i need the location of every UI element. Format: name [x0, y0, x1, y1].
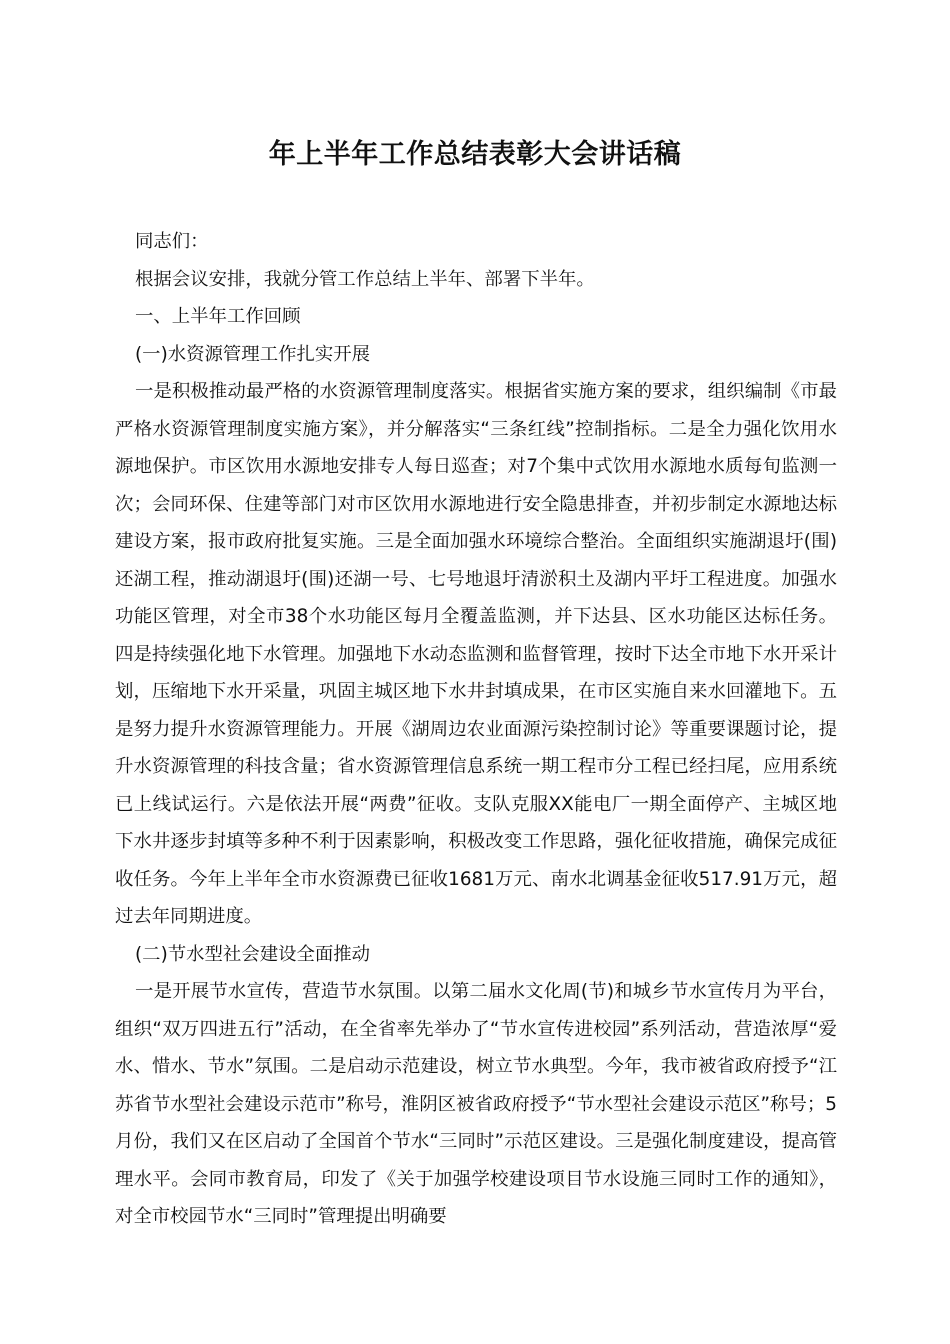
body-paragraph: 一是开展节水宣传，营造节水氛围。以第二届水文化周(节)和城乡节水宣传月为平台，组织“双万四进五行”活动，在全省率先举办了“节水宣传进校园”系列活动，营造浓厚“爱水、惜水、节水”氛围。二是启动示范建设，树立节水典型。今年，我市被省政府授予“江苏省节水型社会建设示范市”称号，淮阴区被省政府授予“节水型社会建设示范区”称号；5月份，我们又在区启动了全国首个节水“三同时”示范区建设。三是强化制度建设，提高管理水平。会同市教育局，印发了《关于加强学校建设项目节水设施三同时工作的通知》，对全市校园节水“三同时”管理提出明确要 [115, 981, 837, 1227]
subsection-heading: (一)水资源管理工作扎实开展 [135, 343, 371, 365]
section-heading: 一、上半年工作回顾 [135, 306, 301, 327]
subsection-heading: (二)节水型社会建设全面推动 [135, 943, 371, 965]
document-title: 年上半年工作总结表彰大会讲话稿 [268, 139, 682, 170]
salutation: 同志们： [135, 231, 209, 252]
intro-paragraph: 根据会议安排，我就分管工作总结上半年、部署下半年。 [135, 268, 595, 290]
document-body [115, 223, 837, 1236]
body-paragraph: 一是积极推动最严格的水资源管理制度落实。根据省实施方案的要求，组织编制《市最严格水资源管理制度实施方案》，并分解落实“三条红线”控制指标。二是全力强化饮用水源地保护。市区饮用水源地安排专人每日巡查；对7个集中式饮用水源地水质每旬监测一次；会同环保、住建等部门对市区饮用水源地进行安全隐患排查，并初步制定水源地达标建设方案，报市政府批复实施。三是全面加强水环境综合整治。全面组织实施湖退圩(围)还湖工程，推动湖退圩(围)还湖一号、七号地退圩清淤积土及湖内平圩工程进度。加强水功能区管理，对全市38个水功能区每月全覆盖监测，并下达县、区水功能区达标任务。四是持续强化地下水管理。加强地下水动态监测和监督管理，按时下达全市地下水开采计划，压缩地下水开采量，巩固主城区地下水井封填成果，在市区实施自来水回灌地下。五是努力提升水资源管理能力。开展《湖周边农业面源污染控制讨论》等重要课题讨论，提升水资源管理的科技含量；省水资源管理信息系统一期工程市分工程已经扫尾，应用系统已上线试运行。六是依法开展“两费”征收。支队克服XX能电厂一期全面停产、主城区地下水井逐步封填等多种不利于因素影响，积极改变工作思路，强化征收措施，确保完成征收任务。今年上半年全市水资源费已征收1681万元、南水北调基金征收517.91万元，超过去年同期进度。 [115, 381, 837, 927]
